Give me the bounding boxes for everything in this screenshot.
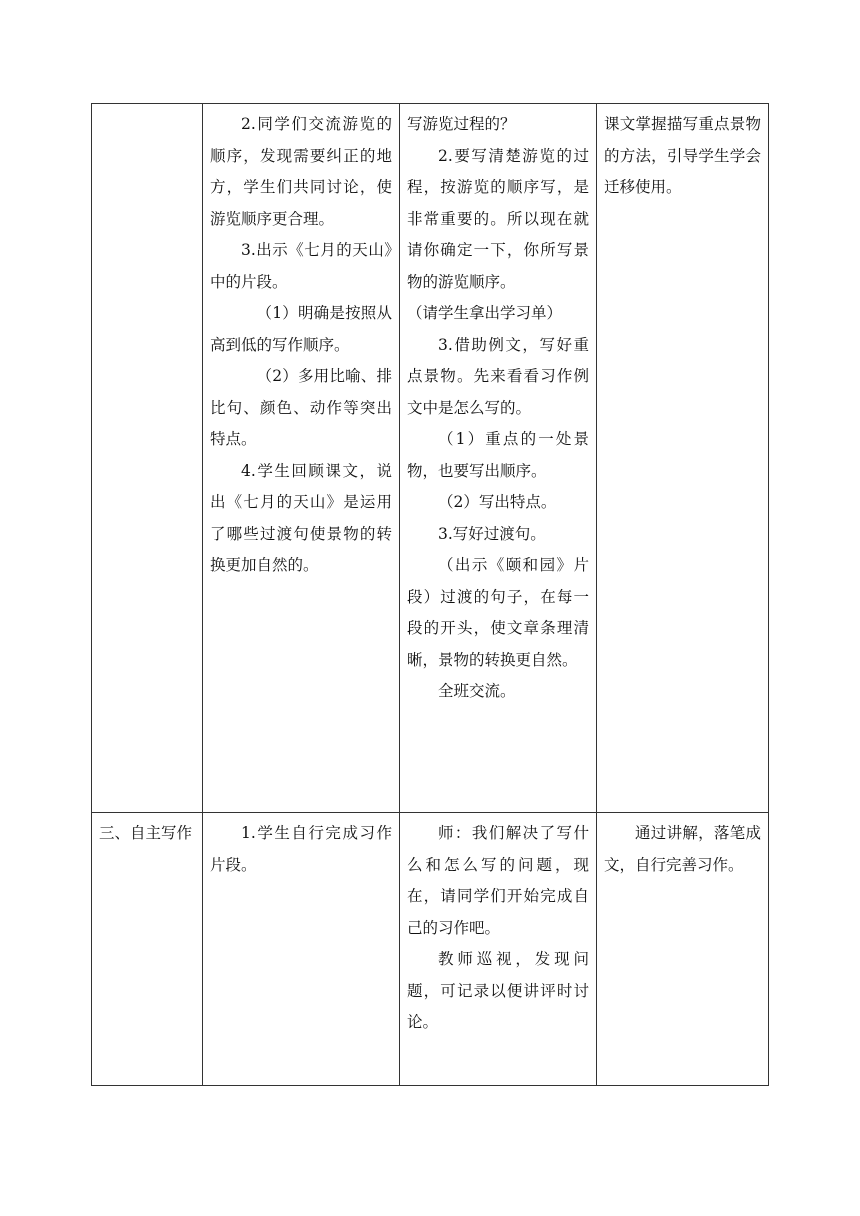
table-row [92, 104, 769, 813]
paragraph: 4.学生回顾课文，说出《七月的天山》是运用了哪些过渡句使景物的转换更加自然的。 [210, 461, 392, 574]
paragraph: 全班交流。 [438, 682, 516, 700]
design-intent-cell [597, 813, 769, 1086]
paragraph: （出示《颐和园》片段）过渡的句子，在每一段的开头，使文章条理清晰，景物的转换更自然。 [407, 556, 589, 669]
paragraph: （2）写出特点。 [438, 493, 557, 511]
paragraph: 3.借助例文，写好重点景物。先来看看习作例文中是怎么写的。 [407, 335, 589, 417]
student-activity-cell [203, 104, 400, 813]
paragraph: 师：我们解决了写什么和怎么写的问题，现在，请同学们开始完成自己的习作吧。 [407, 824, 589, 937]
paragraph: 写游览过程的？ [407, 115, 516, 133]
paragraph: 2.同学们交流游览的顺序，发现需要纠正的地方，学生们共同讨论，使游览顺序更合理。 [210, 115, 392, 228]
paragraph: 2.要写清楚游览的过程，按游览的顺序写，是非常重要的。所以现在就请你确定一下，你所写景物的游览顺序。 [407, 146, 589, 291]
paragraph: （1）明确是按照从高到低的写作顺序。 [210, 304, 392, 354]
paragraph: （2）多用比喻、排比句、颜色、动作等突出特点。 [210, 367, 392, 448]
teacher-activity-cell [400, 813, 597, 1086]
teacher-activity-cell [400, 104, 597, 813]
paragraph: 1.学生自行完成习作片段。 [210, 824, 392, 874]
table-row [92, 813, 769, 1086]
paragraph: 3.出示《七月的天山》中的片段。 [210, 241, 392, 291]
paragraph: 3.写好过渡句。 [438, 524, 546, 543]
lesson-plan-table [91, 103, 769, 1086]
design-intent-cell [597, 104, 769, 813]
paragraph: 通过讲解，落笔成文，自行完善习作。 [604, 824, 761, 874]
paragraph: （请学生拿出学习单） [407, 304, 563, 322]
stage-label: 三、自主写作 [99, 824, 193, 842]
paragraph: （1）重点的一处景物，也要写出顺序。 [407, 430, 589, 480]
paragraph: 教师巡视，发现问题，可记录以便讲评时讨论。 [407, 950, 589, 1031]
paragraph: 课文掌握描写重点景物的方法，引导学生学会迁移使用。 [604, 115, 761, 196]
stage-cell [92, 104, 203, 813]
stage-cell [92, 813, 203, 1086]
student-activity-cell [203, 813, 400, 1086]
